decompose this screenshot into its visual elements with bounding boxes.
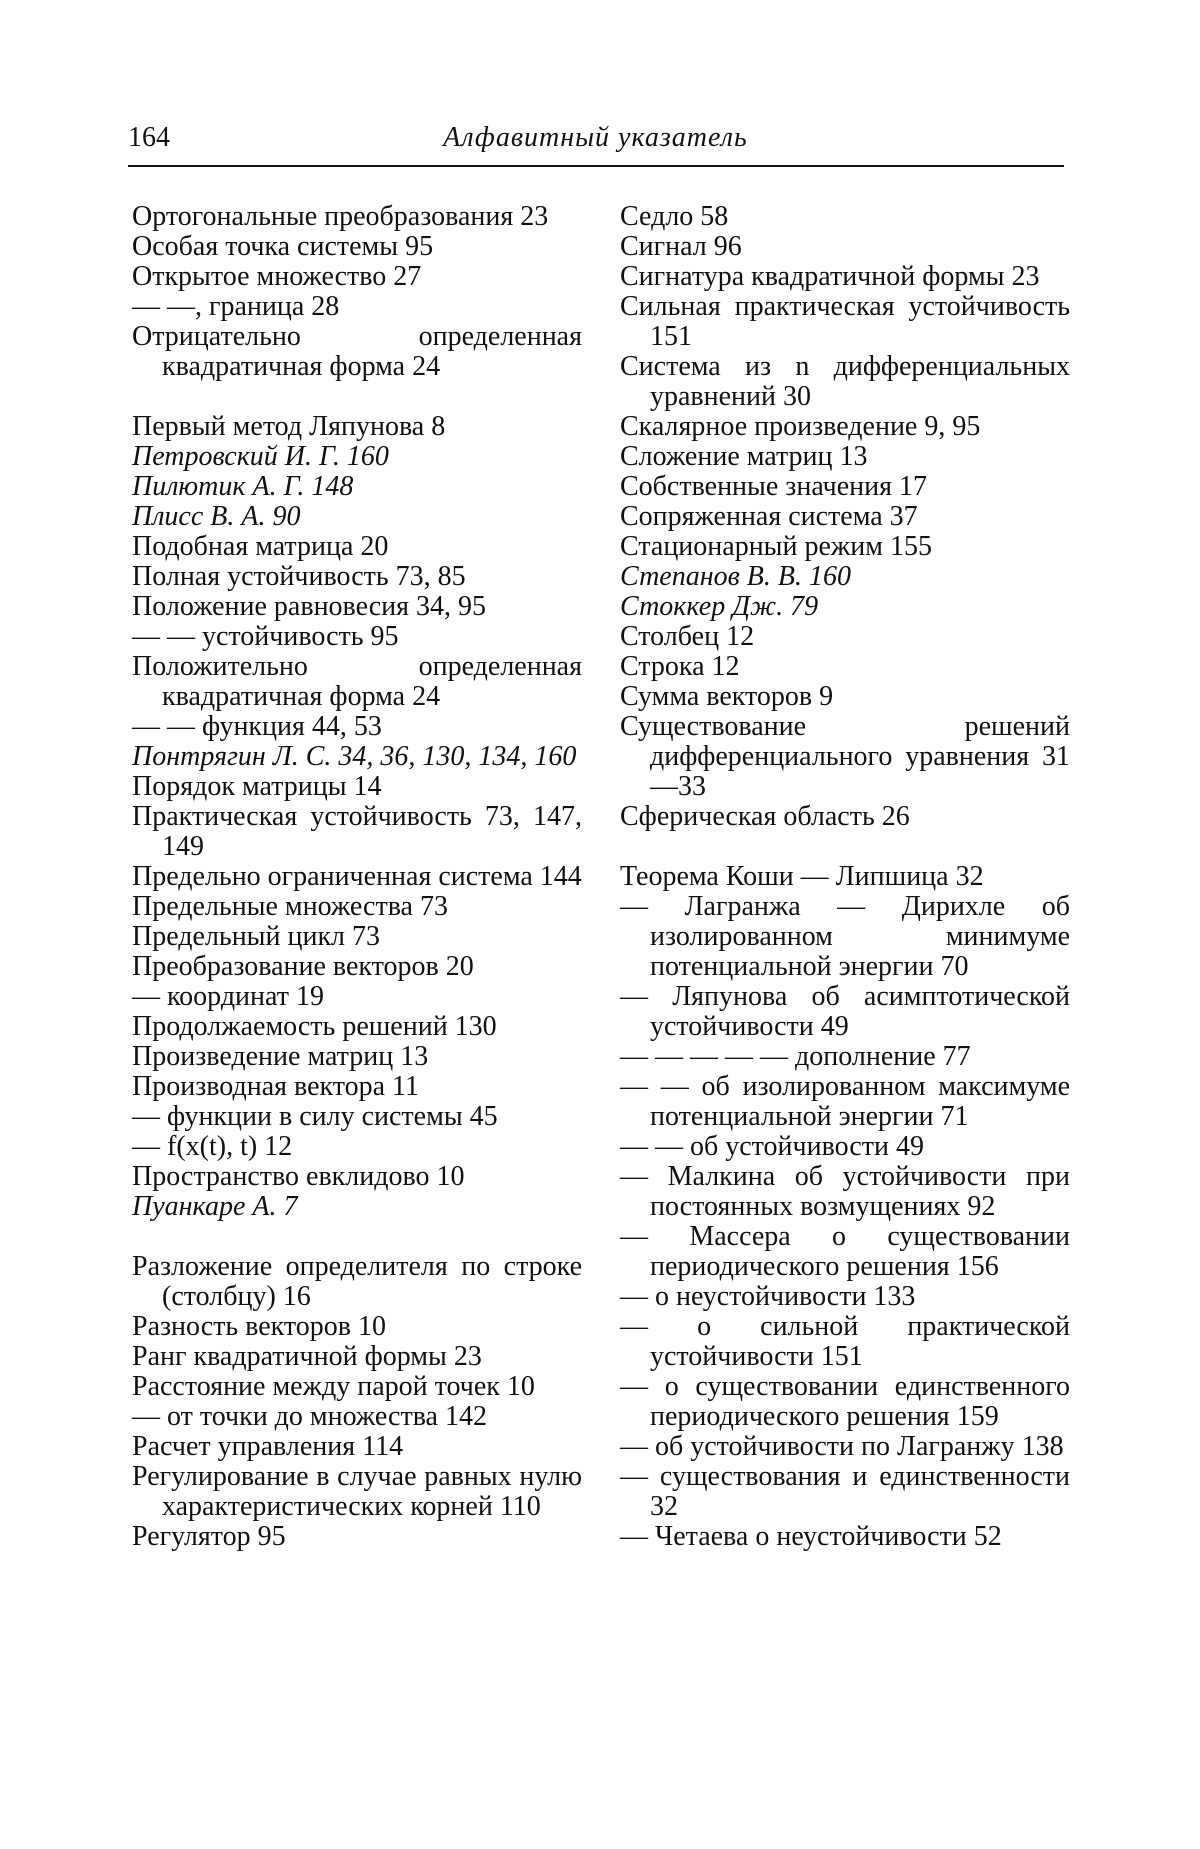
- index-entry: — — устойчивость 95: [132, 621, 399, 652]
- index-column-left: [132, 202, 582, 1552]
- index-entry: — — — — — дополнение 77: [620, 1041, 971, 1072]
- index-entry: — об устойчивости по Лагранжу 138: [620, 1431, 1064, 1462]
- index-entry: Продолжаемость решений 130: [132, 1011, 497, 1042]
- index-entry: — f(x(t), t) 12: [132, 1131, 293, 1162]
- index-entry: — Четаева о неустойчивости 52: [620, 1521, 1002, 1552]
- index-entry: — — об изолированном максимуме потенциальной энергии 71: [620, 1071, 1070, 1132]
- index-entry: Расстояние между парой точек 10: [132, 1371, 535, 1402]
- index-entry: Скалярное произведение 9, 95: [620, 411, 981, 442]
- index-entry: Собственные значения 17: [620, 471, 927, 502]
- index-entry: Существование решений дифференциального уравнения 31—33: [620, 711, 1070, 802]
- index-entry: — Массера о существовании периодического решения 156: [620, 1221, 1070, 1282]
- index-entry: Ортогональные преобразования 23: [132, 201, 549, 232]
- index-entry: Разложение определителя по строке (столбцу) 16: [132, 1251, 582, 1312]
- index-entry: Сигнал 96: [620, 231, 742, 262]
- page-number: 164: [128, 122, 170, 153]
- index-entry: Особая точка системы 95: [132, 231, 434, 262]
- index-entry: — Малкина об устойчивости при постоянных возмущениях 92: [620, 1161, 1070, 1222]
- index-entry: Пилютик А. Г. 148: [132, 471, 354, 502]
- index-entry: Подобная матрица 20: [132, 531, 389, 562]
- index-entry: Плисс В. А. 90: [132, 501, 301, 532]
- page-header: [128, 118, 1063, 162]
- index-entry: Сферическая область 26: [620, 801, 910, 832]
- index-entry: Строка 12: [620, 651, 740, 682]
- index-entry: Порядок матрицы 14: [132, 771, 382, 802]
- index-entry: Открытое множество 27: [132, 261, 422, 292]
- index-entry: Преобразование векторов 20: [132, 951, 474, 982]
- index-entry: — координат 19: [132, 981, 324, 1012]
- header-rule: [128, 165, 1064, 167]
- index-entry: Сильная практическая устойчивость 151: [620, 291, 1070, 352]
- index-entry: Теорема Коши — Липшица 32: [620, 861, 984, 892]
- index-entry: — о неустойчивости 133: [620, 1281, 916, 1312]
- index-entry: — Ляпунова об асимптотической устойчивости 49: [620, 981, 1070, 1042]
- index-entry: Понтрягин Л. С. 34, 36, 130, 134, 160: [132, 741, 577, 772]
- index-entry: Разность векторов 10: [132, 1311, 386, 1342]
- running-title: Алфавитный указатель: [443, 122, 748, 153]
- index-entry: Регулирование в случае равных нулю характеристических корней 110: [132, 1461, 582, 1522]
- index-entry: Столбец 12: [620, 621, 755, 652]
- index-entry: Отрицательно определенная квадратичная форма 24: [132, 321, 582, 382]
- index-entry: Степанов В. В. 160: [620, 561, 851, 592]
- index-entry: — — функция 44, 53: [132, 711, 382, 742]
- index-entry: — функции в силу системы 45: [132, 1101, 498, 1132]
- index-entry: Система из n дифференциальных уравнений 30: [620, 351, 1070, 412]
- index-entry: — —, граница 28: [132, 291, 340, 322]
- index-entry: Сопряженная система 37: [620, 501, 918, 532]
- index-entry: Пространство евклидово 10: [132, 1161, 465, 1192]
- index-entry: Предельный цикл 73: [132, 921, 381, 952]
- index-entry: Полная устойчивость 73, 85: [132, 561, 466, 592]
- index-entry: Сигнатура квадратичной формы 23: [620, 261, 1040, 292]
- index-column-right: [620, 202, 1070, 1552]
- index-entry: Положение равновесия 34, 95: [132, 591, 487, 622]
- index-entry: — — об устойчивости 49: [620, 1131, 924, 1162]
- index-entry: Практическая устойчивость 73, 147, 149: [132, 801, 582, 862]
- index-entry: — о существовании единственного периодического решения 159: [620, 1371, 1070, 1432]
- index-entry: Производная вектора 11: [132, 1071, 419, 1102]
- index-entry: — от точки до множества 142: [132, 1401, 487, 1432]
- index-entry: Стоккер Дж. 79: [620, 591, 819, 622]
- index-entry: Сумма векторов 9: [620, 681, 834, 712]
- index-entry: — Лагранжа — Дирихле об изолированном минимуме потенциальной энергии 70: [620, 891, 1070, 982]
- index-entry: Положительно определенная квадратичная форма 24: [132, 651, 582, 712]
- index-entry: Произведение матриц 13: [132, 1041, 429, 1072]
- index-entry: Предельные множества 73: [132, 891, 448, 922]
- index-entry: Регулятор 95: [132, 1521, 286, 1552]
- index-entry: Расчет управления 114: [132, 1431, 404, 1462]
- index-entry: Стационарный режим 155: [620, 531, 932, 562]
- index-entry: Предельно ограниченная система 144: [132, 861, 582, 892]
- index-entry: — существования и единственности 32: [620, 1461, 1070, 1522]
- index-entry: Петровский И. Г. 160: [132, 441, 389, 472]
- index-entry: Седло 58: [620, 201, 729, 232]
- index-entry: — о сильной практической устойчивости 151: [620, 1311, 1070, 1372]
- index-entry: Сложение матриц 13: [620, 441, 868, 472]
- index-entry: Первый метод Ляпунова 8: [132, 411, 446, 442]
- index-entry: Пуанкаре А. 7: [132, 1191, 298, 1222]
- index-entry: Ранг квадратичной формы 23: [132, 1341, 482, 1372]
